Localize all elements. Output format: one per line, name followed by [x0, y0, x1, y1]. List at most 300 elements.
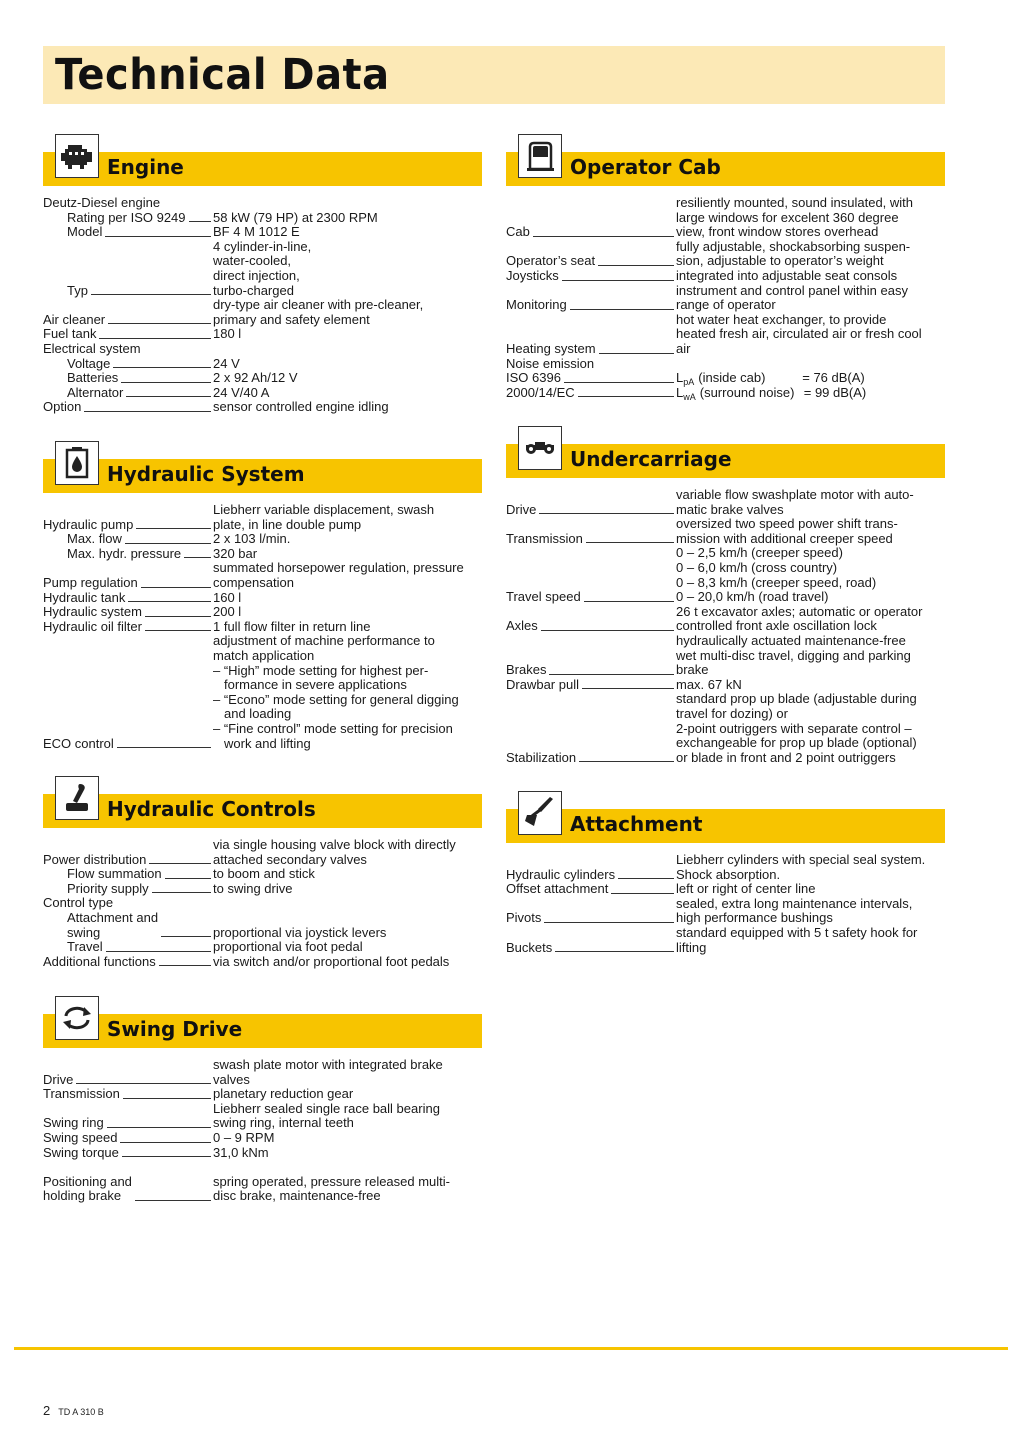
spec-label: Max. hydr. pressure: [67, 545, 182, 561]
spec-label: 2000/14/EC: [506, 384, 575, 400]
spec-row: [43, 605, 482, 620]
leader-line: [544, 922, 674, 923]
spec-value-line: to swing drive: [213, 880, 293, 896]
leader-line: [91, 294, 211, 295]
spec-value-line: controlled front axle oscillation lock: [676, 618, 877, 634]
spec-value: [213, 867, 482, 882]
spec-row: [43, 1102, 482, 1131]
spec-label-cell: [506, 897, 676, 926]
noise-desc: (surround noise): [699, 384, 795, 400]
spec-value-line: 320 bar: [213, 545, 258, 561]
spec-value-line: instrument and control panel within easy: [676, 282, 908, 298]
spec-label: Noise emission: [506, 355, 595, 371]
spec-value: [213, 940, 482, 955]
spec-value-line: – “High” mode setting for highest per-: [213, 662, 429, 678]
noise-val: = 99 dB(A): [803, 384, 867, 400]
spec-label: Rating per ISO 9249: [67, 209, 186, 225]
spec-value-line: spring operated, pressure released multi-: [213, 1173, 451, 1189]
noise-value: [676, 371, 945, 386]
spec-value-line: wet multi-disc travel, digging and parking: [676, 647, 911, 663]
spec-row: [506, 386, 945, 401]
spec-value-line: 24 V/40 A: [213, 384, 270, 400]
spec-value-line: hydraulically actuated maintenance-free: [676, 632, 906, 648]
spec-label-cell: [43, 620, 213, 635]
spec-row: [43, 882, 482, 897]
spec-value-line: range of operator: [676, 297, 776, 313]
spec-value-line: air: [676, 340, 691, 356]
spec-row: [506, 517, 945, 546]
spec-value: [213, 400, 482, 415]
spec-label-cell: [43, 503, 213, 532]
spec-value: [676, 897, 945, 926]
spec-value-line: to boom and stick: [213, 866, 315, 882]
section-title: Attachment: [570, 812, 703, 836]
spec-row: [506, 196, 945, 240]
noise-val: = 76 dB(A): [802, 370, 865, 386]
spec-label: Joysticks: [506, 267, 559, 283]
leader-line: [125, 543, 211, 544]
spec-value: [213, 371, 482, 386]
spec-row: [43, 1160, 482, 1204]
joystick-icon: [55, 776, 99, 820]
leader-line: [128, 601, 211, 602]
spec-value-line: disc brake, maintenance-free: [213, 1188, 381, 1204]
spec-label-cell: [43, 838, 213, 867]
spec-row: [43, 225, 482, 240]
leader-line: [135, 1200, 211, 1201]
spec-row: [506, 357, 945, 372]
spec-label-cell: [506, 488, 676, 517]
spec-value-line: brake: [676, 662, 709, 678]
spec-row: [506, 371, 945, 386]
spec-row: [43, 327, 482, 342]
spec-label-cell: [43, 1087, 213, 1102]
leader-line: [539, 513, 674, 514]
leader-line: [184, 557, 211, 558]
spec-value-line: mission with additional creeper speed: [676, 530, 893, 546]
leader-line: [564, 382, 674, 383]
spec-value: [676, 357, 945, 372]
leader-line: [107, 1127, 211, 1128]
leader-line: [618, 878, 674, 879]
spec-value-line: 31,0 kNm: [213, 1144, 269, 1160]
spec-label-cell: [43, 591, 213, 606]
spec-row: [43, 1146, 482, 1161]
spec-label-cell: [506, 357, 676, 372]
section-hydraulic-controls: [43, 776, 482, 969]
spec-value: [213, 503, 482, 532]
spec-value-line: 0 – 9 RPM: [213, 1129, 275, 1145]
spec-value-line: – “Fine control” mode setting for precision: [213, 720, 453, 736]
spec-value-line: standard equipped with 5 t safety hook for: [676, 924, 918, 940]
spec-label: Priority supply: [67, 880, 149, 896]
spec-value: [676, 517, 945, 546]
spec-value-line: proportional via joystick levers: [213, 924, 387, 940]
spec-value-line: sion, adjustable to operator’s weight: [676, 253, 884, 269]
spec-value-line: lifting: [676, 939, 707, 955]
spec-label: Attachment and swing: [67, 909, 159, 940]
spec-label: Flow summation: [67, 866, 162, 882]
spec-label: Cab: [506, 224, 530, 240]
spec-value: [676, 269, 945, 284]
spec-label: Brakes: [506, 662, 547, 678]
bucket-arm-icon: [518, 791, 562, 835]
page-footer: [43, 1403, 104, 1418]
spec-value-line: variable flow swashplate motor with auto-: [676, 487, 914, 502]
leader-line: [586, 542, 674, 543]
noise-sym: L: [676, 384, 684, 400]
section-title: Undercarriage: [570, 447, 732, 471]
spec-row: [43, 867, 482, 882]
spec-label: Max. flow: [67, 531, 122, 547]
leader-line: [579, 761, 674, 762]
spec-value-line: max. 67 kN: [676, 676, 742, 692]
spec-label: Hydraulic system: [43, 604, 142, 620]
section-title: Swing Drive: [107, 1017, 243, 1041]
footer-rule: [14, 1347, 1008, 1350]
spec-label-cell: [43, 1131, 213, 1146]
spec-value: [676, 386, 945, 401]
hydraulic-tank-icon: [55, 441, 99, 485]
spec-label: Air cleaner: [43, 311, 106, 327]
spec-value: [676, 313, 945, 357]
spec-row: [43, 1058, 482, 1087]
spec-value-line: 2 x 103 l/min.: [213, 531, 291, 547]
spec-label-cell: [506, 926, 676, 955]
spec-label: Power distribution: [43, 851, 147, 867]
leader-line: [165, 878, 211, 879]
spec-value-line: 1 full flow filter in return line: [213, 618, 371, 634]
spec-label: Hydraulic cylinders: [506, 866, 616, 882]
spec-row: [43, 591, 482, 606]
spec-label: Fuel tank: [43, 326, 97, 342]
doc-code: TD A 310 B: [58, 1407, 104, 1417]
spec-rows: [506, 853, 945, 955]
spec-value: [213, 532, 482, 547]
spec-label: Hydraulic pump: [43, 516, 134, 532]
spec-value: [676, 488, 945, 517]
noise-sym: L: [676, 370, 684, 386]
spec-label: Buckets: [506, 939, 553, 955]
spec-value-line: fully adjustable, shockabsorbing suspen-: [676, 238, 911, 254]
spec-label-cell: [43, 196, 213, 211]
leader-line: [76, 1083, 211, 1084]
spec-row: [43, 532, 482, 547]
spec-label: Stabilization: [506, 749, 577, 765]
leader-line: [122, 1156, 211, 1157]
spec-label: Option: [43, 399, 82, 415]
spec-label-cell: [506, 196, 676, 240]
spec-row: [43, 561, 482, 590]
spec-value: [676, 926, 945, 955]
spec-value-line: 180 l: [213, 326, 242, 342]
spec-row: [43, 896, 482, 911]
spec-row: [43, 240, 482, 298]
spec-label: Pump regulation: [43, 574, 138, 590]
spec-label-cell: [506, 692, 676, 765]
spec-value-line: and loading: [224, 706, 292, 722]
spec-value-line: integrated into adjustable seat consols: [676, 267, 898, 283]
cab-icon: [518, 134, 562, 178]
spec-value-line: 26 t excavator axles; automatic or operator: [676, 603, 923, 619]
leader-line: [533, 236, 674, 237]
spec-row: [43, 386, 482, 401]
noise-sub: pA: [683, 377, 695, 388]
spec-label-cell: [43, 357, 213, 372]
rotate-icon: [55, 996, 99, 1040]
spec-rows: [43, 196, 482, 415]
spec-value-line: planetary reduction gear: [213, 1086, 354, 1102]
section-engine: [43, 134, 482, 415]
spec-value-line: 24 V: [213, 355, 240, 371]
spec-value-line: proportional via foot pedal: [213, 939, 363, 955]
spec-label-cell: [43, 327, 213, 342]
section-attachment: [506, 791, 945, 955]
spec-value-line: exchangeable for prop up blade (optional): [676, 735, 917, 751]
section-title: Engine: [107, 155, 184, 179]
spec-value: [213, 211, 482, 226]
leader-line: [152, 892, 211, 893]
spec-label-cell: [506, 853, 676, 882]
spec-value: [213, 1058, 482, 1087]
section-operator-cab: [506, 134, 945, 400]
leader-line: [113, 367, 211, 368]
leader-line: [555, 951, 674, 952]
spec-label-cell: [43, 882, 213, 897]
spec-label: Swing speed: [43, 1129, 118, 1145]
spec-row: [43, 196, 482, 211]
spec-row: [43, 371, 482, 386]
spec-label-cell: [43, 298, 213, 327]
spec-value-line: summated horsepower regulation, pressure: [213, 560, 464, 576]
leader-line: [123, 1098, 211, 1099]
spec-label-cell: [43, 605, 213, 620]
spec-label: Travel speed: [506, 589, 581, 605]
section-undercarriage: [506, 426, 945, 765]
spec-label: Offset attachment: [506, 881, 609, 897]
spec-value: [213, 561, 482, 590]
spec-value-line: match application: [213, 647, 315, 663]
spec-value-line: 4 cylinder-in-line,: [213, 238, 312, 254]
spec-value-line: via switch and/or proportional foot pedals: [213, 953, 450, 969]
spec-label: Hydraulic oil filter: [43, 618, 142, 634]
spec-label: Heating system: [506, 340, 596, 356]
spec-label: Typ: [67, 282, 88, 298]
spec-value: [213, 298, 482, 327]
spec-row: [506, 488, 945, 517]
spec-value-line: valves: [213, 1071, 250, 1087]
spec-label-cell: [506, 313, 676, 357]
spec-value: [213, 196, 482, 211]
leader-line: [105, 236, 211, 237]
leader-line: [584, 601, 674, 602]
spec-label-cell: [506, 605, 676, 634]
spec-label: ECO control: [43, 735, 114, 751]
spec-row: [506, 605, 945, 634]
spec-value-line: Liebherr variable displacement, swash: [213, 502, 435, 517]
leader-line: [582, 688, 674, 689]
spec-label: Transmission: [506, 530, 583, 546]
spec-label: Model: [67, 224, 103, 240]
leader-line: [570, 309, 674, 310]
spec-value: [213, 605, 482, 620]
spec-row: [43, 357, 482, 372]
spec-label-cell: [506, 546, 676, 604]
spec-value: [213, 911, 482, 940]
spec-value: [213, 1102, 482, 1131]
spec-label-cell: [506, 882, 676, 897]
spec-value: [213, 896, 482, 911]
spec-row: [43, 955, 482, 970]
spec-row: [43, 400, 482, 415]
spec-label: Hydraulic tank: [43, 589, 126, 605]
spec-row: [506, 269, 945, 284]
spec-label-cell: [43, 1146, 213, 1161]
spec-value: [213, 1087, 482, 1102]
spec-label-cell: [506, 240, 676, 269]
leader-line: [159, 965, 211, 966]
spec-value-line: Liebherr sealed single race ball bearing: [213, 1100, 440, 1116]
spec-label-cell: [43, 386, 213, 401]
engine-icon: [55, 134, 99, 178]
spec-value: [213, 547, 482, 562]
page-number: 2: [43, 1403, 51, 1418]
spec-label-cell: [43, 561, 213, 590]
spec-value-line: – “Econo” mode setting for general digging: [213, 691, 459, 707]
spec-value-line: view, front window stores overhead: [676, 224, 879, 240]
spec-value-line: oversized two speed power shift trans-: [676, 516, 898, 532]
spec-label: Travel: [67, 939, 103, 955]
undercarriage-icon: [518, 426, 562, 470]
leader-line: [598, 265, 674, 266]
spec-label-cell: [506, 678, 676, 693]
section-title: Hydraulic System: [107, 462, 305, 486]
spec-row: [506, 692, 945, 765]
leader-line: [562, 280, 674, 281]
spec-value: [213, 1146, 482, 1161]
spec-label: Pivots: [506, 910, 542, 926]
leader-line: [121, 382, 211, 383]
spec-row: [43, 838, 482, 867]
spec-label: Swing ring: [43, 1115, 104, 1131]
spec-row: [43, 211, 482, 226]
spec-value-line: Liebherr cylinders with special seal system.: [676, 852, 926, 867]
spec-row: [506, 926, 945, 955]
spec-row: [506, 678, 945, 693]
spec-value-line: 0 – 6,0 km/h (cross country): [676, 559, 838, 575]
leader-line: [117, 747, 211, 748]
leader-line: [149, 863, 211, 864]
spec-label-cell: [43, 371, 213, 386]
spec-value: [676, 634, 945, 678]
spec-value-line: sensor controlled engine idling: [213, 399, 389, 415]
leader-line: [145, 630, 211, 631]
spec-rows: [43, 1058, 482, 1204]
spec-label: Monitoring: [506, 297, 567, 313]
spec-label-cell: [43, 240, 213, 298]
leader-line: [106, 951, 211, 952]
leader-line: [145, 616, 211, 617]
spec-value-line: 58 kW (79 HP) at 2300 RPM: [213, 209, 378, 225]
spec-value-line: formance in severe applications: [224, 677, 407, 693]
spec-value-line: via single housing valve block with directly: [213, 837, 456, 852]
spec-value-line: 2 x 92 Ah/12 V: [213, 370, 298, 386]
spec-value: [676, 692, 945, 765]
spec-value: [213, 620, 482, 635]
spec-value-line: travel for dozing) or: [676, 705, 788, 721]
spec-row: [43, 634, 482, 751]
leader-line: [84, 411, 211, 412]
spec-label: Transmission: [43, 1086, 120, 1102]
spec-value: [213, 1160, 482, 1204]
spec-value-line: or blade in front and 2 point outriggers: [676, 749, 896, 765]
spec-value-line: standard prop up blade (adjustable during: [676, 691, 917, 707]
spec-value-line: attached secondary valves: [213, 851, 367, 867]
leader-line: [120, 1142, 211, 1143]
spec-value: [676, 882, 945, 897]
spec-label: Drive: [506, 501, 537, 517]
spec-label-cell: [43, 400, 213, 415]
spec-value-line: work and lifting: [224, 735, 311, 751]
spec-value-line: swash plate motor with integrated brake: [213, 1057, 443, 1072]
spec-label: Drawbar pull: [506, 676, 579, 692]
noise-desc: (inside cab): [698, 370, 766, 386]
spec-value-line: hot water heat exchanger, to provide: [676, 311, 887, 327]
spec-row: [506, 313, 945, 357]
spec-value: [213, 342, 482, 357]
spec-label: Voltage: [67, 355, 111, 371]
leader-line: [99, 338, 211, 339]
spec-value-line: 160 l: [213, 589, 242, 605]
leader-line: [141, 587, 211, 588]
spec-value-line: heated fresh air, circulated air or fresh cool: [676, 326, 922, 342]
spec-rows: [506, 488, 945, 765]
spec-label-cell: [43, 1058, 213, 1087]
spec-value-line: 0 – 2,5 km/h (creeper speed): [676, 545, 843, 561]
spec-value: [213, 591, 482, 606]
section-title: Operator Cab: [570, 155, 721, 179]
spec-label-cell: [43, 211, 213, 226]
spec-value: [213, 882, 482, 897]
spec-value-line: left or right of center line: [676, 881, 816, 897]
spec-label: Electrical system: [43, 340, 141, 356]
section-hydraulic-system: [43, 441, 482, 751]
spec-label-cell: [506, 371, 676, 386]
spec-value: [676, 371, 945, 386]
spec-value-line: [213, 911, 482, 926]
spec-row: [506, 897, 945, 926]
spec-row: [43, 503, 482, 532]
spec-label: Axles: [506, 618, 538, 634]
leader-line: [108, 323, 211, 324]
spec-value-line: Shock absorption.: [676, 866, 781, 882]
spec-value: [676, 546, 945, 604]
spec-value-line: 200 l: [213, 604, 242, 620]
spec-label-cell: [43, 911, 213, 940]
spec-value-line: [213, 1160, 482, 1175]
spec-value: [213, 225, 482, 240]
spec-value-line: plate, in line double pump: [213, 516, 362, 532]
noise-value: [676, 386, 945, 401]
title-bar: [43, 46, 945, 104]
spec-rows: [43, 838, 482, 969]
spec-label: Swing torque: [43, 1144, 119, 1160]
spec-label-cell: [43, 867, 213, 882]
spec-value: [213, 634, 482, 751]
spec-label-cell: [43, 225, 213, 240]
spec-row: [43, 940, 482, 955]
spec-value-line: swing ring, internal teeth: [213, 1115, 354, 1131]
